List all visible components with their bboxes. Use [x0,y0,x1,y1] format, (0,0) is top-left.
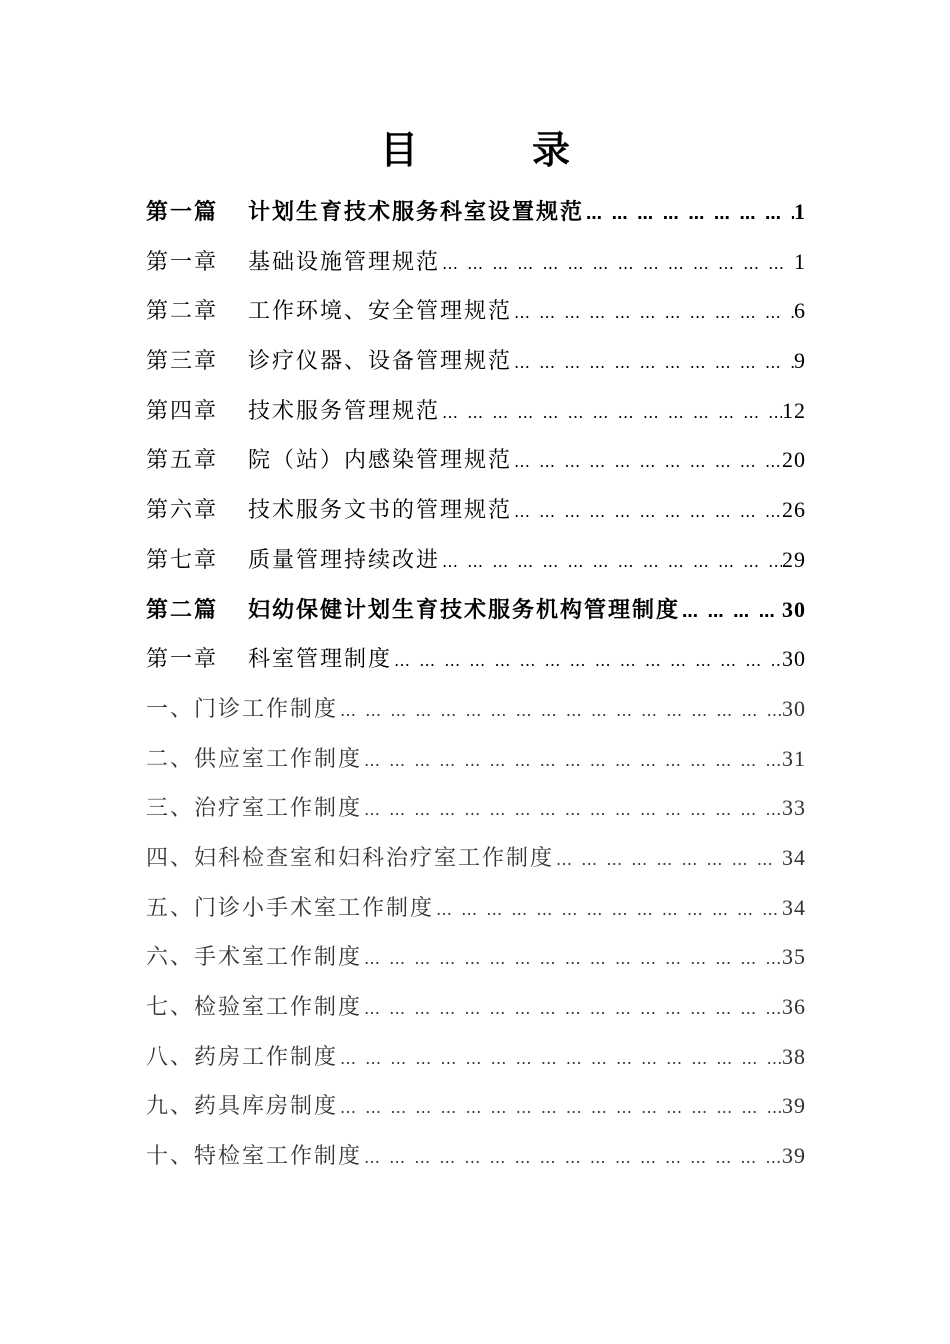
toc-entry-title: 技术服务文书的管理规范 [248,498,513,524]
toc-entry-number: 第二篇 [146,597,219,623]
dot-leader [362,785,782,835]
toc-entry-section[interactable] [146,1032,806,1082]
toc-entry-title: 六、手术室工作制度 [146,945,363,971]
toc-entry-title: 一、门诊工作制度 [146,696,339,722]
dot-leader [512,437,782,487]
dot-leader [584,189,794,239]
toc-entry-title: 九、药具库房制度 [146,1094,339,1120]
toc-entry-section[interactable] [146,883,806,933]
toc-page-number: 39 [782,1143,806,1169]
table-of-contents [146,187,806,1181]
toc-entry-number: 第二章 [146,299,219,325]
dot-leader [680,587,782,637]
toc-entry-number: 第一章 [146,249,219,275]
toc-entry-chapter[interactable] [146,634,806,684]
toc-page-number: 30 [782,646,806,672]
toc-page-number: 31 [782,745,806,771]
toc-entry-title: 计划生育技术服务科室设置规范 [248,200,585,225]
toc-entry-number: 第六章 [146,498,219,524]
toc-entry-title: 十、特检室工作制度 [146,1144,363,1170]
toc-entry-title: 院（站）内感染管理规范 [248,448,513,474]
toc-entry-number: 第四章 [146,398,219,424]
dot-leader [554,835,782,885]
dot-leader [512,487,782,537]
toc-entry-title: 五、门诊小手术室工作制度 [146,895,435,921]
dot-leader [512,288,794,338]
toc-page-number: 39 [782,1093,806,1119]
toc-entry-part[interactable] [146,585,806,635]
toc-entry-title: 质量管理持续改进 [248,547,441,573]
dot-leader [392,636,782,686]
toc-entry-number: 第一篇 [146,200,219,225]
toc-page-number: 30 [782,596,806,622]
dot-leader [362,984,782,1034]
toc-entry-section[interactable] [146,684,806,734]
toc-entry-title: 妇幼保健计划生育技术服务机构管理制度 [248,597,681,623]
dot-leader [440,239,794,289]
toc-entry-number: 第五章 [146,448,219,474]
toc-entry-chapter[interactable] [146,286,806,336]
toc-page-number: 34 [782,894,806,920]
toc-entry-title: 四、妇科检查室和妇科治疗室工作制度 [146,845,555,871]
toc-page-number: 30 [782,695,806,721]
dot-leader [440,537,782,587]
toc-page-number: 29 [782,546,806,572]
toc-entry-number: 第七章 [146,547,219,573]
dot-leader [434,885,782,935]
toc-entry-section[interactable] [146,932,806,982]
toc-entry-title: 诊疗仪器、设备管理规范 [248,349,513,375]
toc-page-number: 33 [782,795,806,821]
toc-page-number: 34 [782,844,806,870]
toc-page-number: 26 [782,497,806,523]
dot-leader [338,1034,782,1084]
toc-entry-chapter[interactable] [146,435,806,485]
toc-page-number: 35 [782,944,806,970]
toc-entry-number: 第一章 [146,647,219,673]
toc-entry-chapter[interactable] [146,485,806,535]
dot-leader [512,338,794,388]
toc-entry-title: 技术服务管理规范 [248,398,441,424]
toc-entry-section[interactable] [146,982,806,1032]
toc-page-number: 6 [794,298,806,324]
dot-leader [338,686,782,736]
dot-leader [338,1083,782,1133]
toc-page-number: 9 [794,348,806,374]
toc-entry-title: 八、药房工作制度 [146,1044,339,1070]
toc-entry-title: 七、检验室工作制度 [146,995,363,1020]
toc-page-number: 12 [782,397,806,423]
toc-entry-section[interactable] [146,833,806,883]
toc-entry-section[interactable] [146,783,806,833]
toc-entry-section[interactable] [146,1081,806,1131]
toc-entry-title: 基础设施管理规范 [248,249,441,275]
toc-page-number: 1 [794,199,806,224]
toc-entry-title: 工作环境、安全管理规范 [248,299,513,325]
dot-leader [362,934,782,984]
toc-entry-number: 第三章 [146,349,219,375]
toc-entry-chapter[interactable] [146,237,806,287]
dot-leader [362,736,782,786]
dot-leader [362,1133,782,1183]
toc-title: 目 录 [379,128,608,172]
toc-entry-part[interactable] [146,187,806,237]
toc-page-number: 36 [782,994,806,1019]
toc-entry-title: 三、治疗室工作制度 [146,796,363,822]
toc-entry-title: 科室管理制度 [248,647,393,673]
toc-entry-section[interactable] [146,1131,806,1181]
toc-entry-section[interactable] [146,734,806,784]
toc-entry-chapter[interactable] [146,336,806,386]
toc-entry-title: 二、供应室工作制度 [146,746,363,772]
dot-leader [440,388,782,438]
toc-page-number: 1 [794,248,806,274]
toc-entry-chapter[interactable] [146,386,806,436]
toc-entry-chapter[interactable] [146,535,806,585]
toc-page-number: 20 [782,447,806,473]
toc-page-number: 38 [782,1043,806,1069]
